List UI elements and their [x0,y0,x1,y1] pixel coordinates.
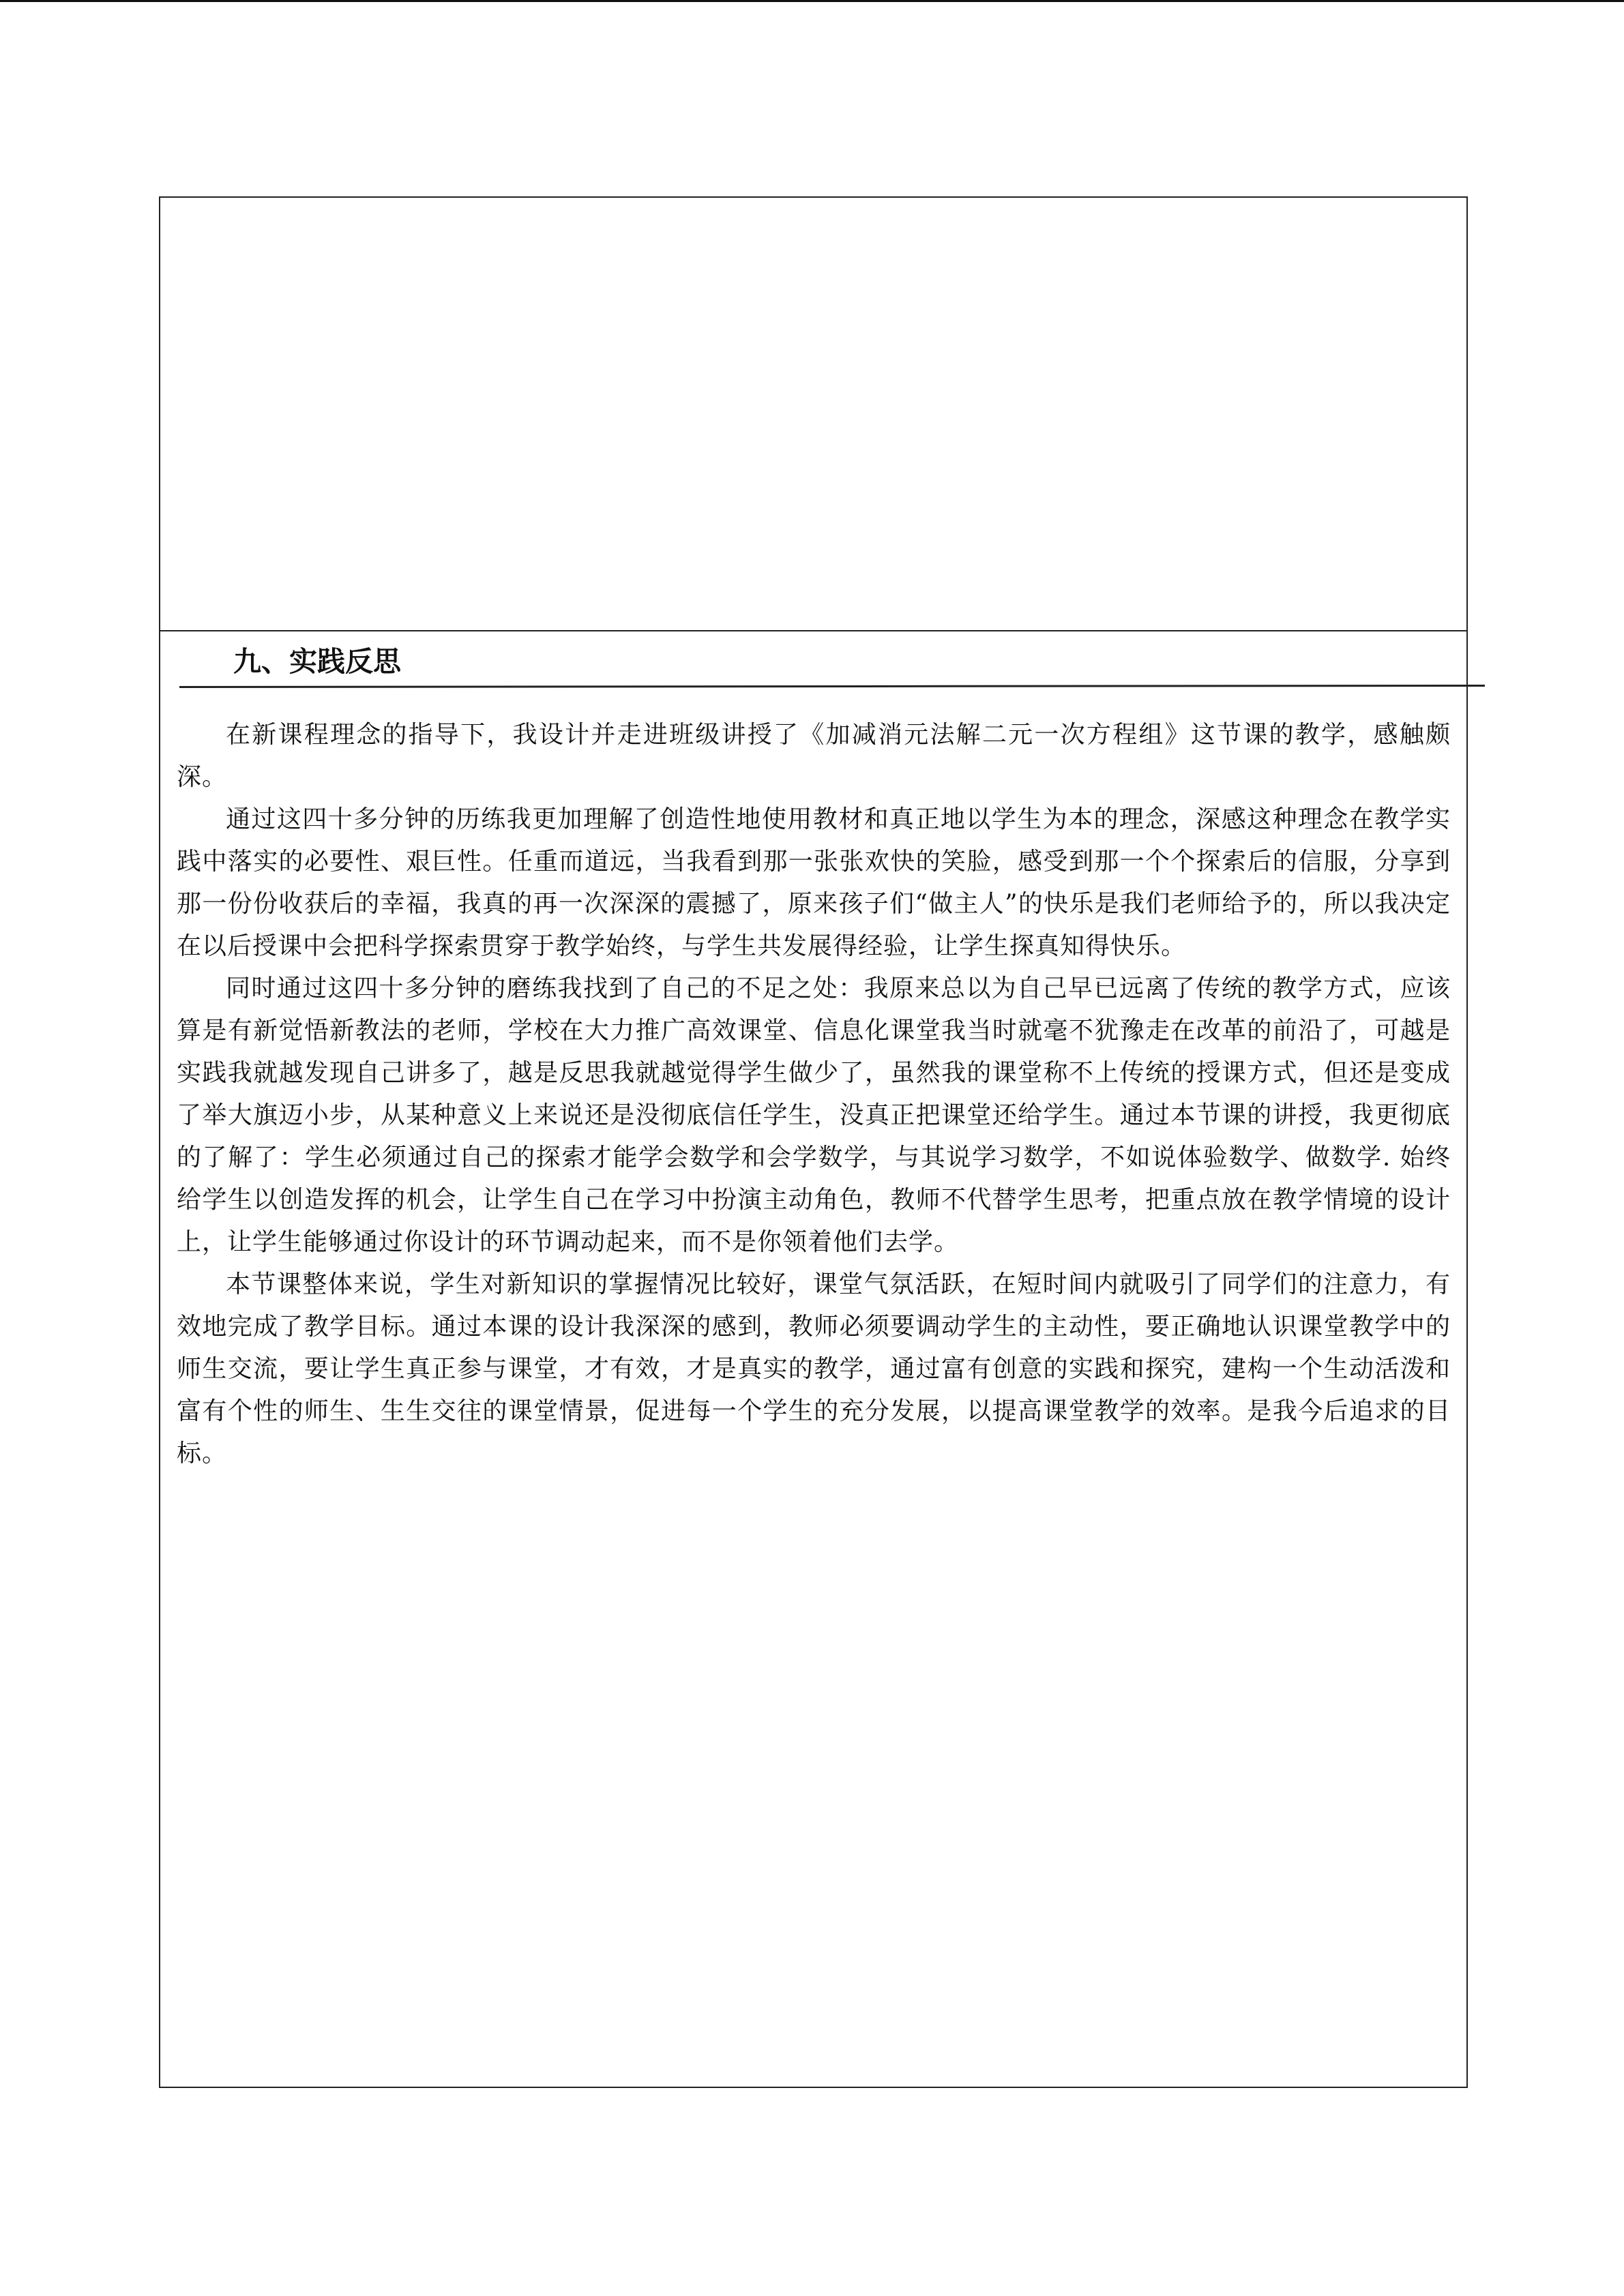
reflection-body [177,714,1451,1475]
heading-underline [179,685,1485,688]
document-table-frame [159,196,1468,2088]
paragraph: 本节课整体来说，学生对新知识的掌握情况比较好，课堂气氛活跃，在短时间内就吸引了同学们的注意力，有效地完成了教学目标。通过本课的设计我深深的感到，教师必须要调动学生的主动性，要正确地认识课堂教学中的师生交流，要让学生真正参与课堂，才有效，才是真实的教学，通过富有创意的实践和探究，建构一个生动活泼和富有个性的师生、生生交往的课堂情景，促进每一个学生的充分发展，以提高课堂教学的效率。是我今后追求的目标。 [177,1270,1451,1467]
paragraph: 通过这四十多分钟的历练我更加理解了创造性地使用教材和真正地以学生为本的理念，深感这种理念在教学实践中落实的必要性、艰巨性。任重而道远，当我看到那一张张欢快的笑脸，感受到那一个个探索后的信服，分享到那一份份收获后的幸福，我真的再一次深深的震撼了，原来孩子们“做主人”的快乐是我们老师给予的，所以我决定在以后授课中会把科学探索贯穿于教学始终，与学生共发展得经验，让学生探真知得快乐。 [177,805,1451,960]
page-top-border [0,0,1624,2]
section-title: 九、实践反思 [233,645,401,678]
paragraph: 同时通过这四十多分钟的磨练我找到了自己的不足之处：我原来总以为自己早已远离了传统的教学方式，应该算是有新觉悟新教法的老师，学校在大力推广高效课堂、信息化课堂我当时就毫不犹豫走在改革的前沿了，可越是实践我就越发现自己讲多了，越是反思我就越觉得学生做少了，虽然我的课堂称不上传统的授课方式，但还是变成了举大旗迈小步，从某种意义上来说还是没彻底信任学生，没真正把课堂还给学生。通过本节课的讲授，我更彻底的了解了：学生必须通过自己的探索才能学会数学和会学数学，与其说学习数学，不如说体验数学、做数学. 始终给学生以创造发挥的机会，让学生自己在学习中扮演主动角色，教师不代替学生思考，把重点放在教学情境的设计上，让学生能够通过你设计的环节调动起来，而不是你领着他们去学。 [177,974,1451,1256]
paragraph: 在新课程理念的指导下，我设计并走进班级讲授了《加减消元法解二元一次方程组》这节课的教学，感触颇深。 [177,721,1451,791]
blank-table-cell [160,198,1466,631]
